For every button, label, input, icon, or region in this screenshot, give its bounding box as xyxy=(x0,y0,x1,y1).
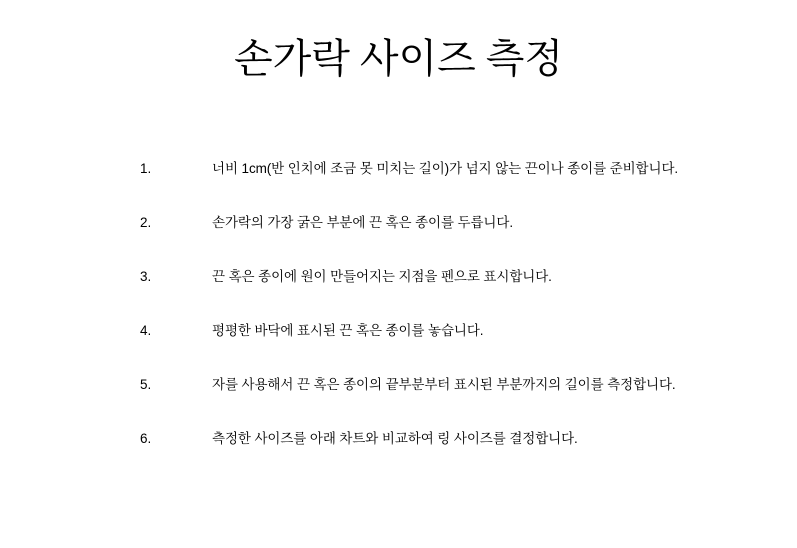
step-text: 너비 1cm(반 인치에 조금 못 미치는 길이)가 넘지 않는 끈이나 종이를 준비합니다. xyxy=(212,161,679,177)
step-number: 1. xyxy=(140,161,152,177)
list-item xyxy=(140,412,740,466)
list-item xyxy=(140,196,740,250)
list-item xyxy=(140,304,740,358)
step-number: 5. xyxy=(140,377,152,393)
list-item xyxy=(140,250,740,304)
step-text: 평평한 바닥에 표시된 끈 혹은 종이를 놓습니다. xyxy=(212,323,484,339)
list-item xyxy=(140,358,740,412)
step-number: 6. xyxy=(140,431,152,447)
step-text: 자를 사용해서 끈 혹은 종이의 끝부분부터 표시된 부분까지의 길이를 측정합니다. xyxy=(212,377,676,393)
step-number: 2. xyxy=(140,215,152,231)
step-text: 손가락의 가장 굵은 부분에 끈 혹은 종이를 두릅니다. xyxy=(212,215,513,231)
list-item xyxy=(140,142,740,196)
step-text: 끈 혹은 종이에 원이 만들어지는 지점을 펜으로 표시합니다. xyxy=(212,269,552,285)
instruction-list xyxy=(140,142,740,466)
step-text: 측정한 사이즈를 아래 차트와 비교하여 링 사이즈를 결정합니다. xyxy=(212,431,578,447)
step-number: 3. xyxy=(140,269,152,285)
step-number: 4. xyxy=(140,323,152,339)
page-title: 손가락 사이즈 측정 xyxy=(233,35,564,81)
